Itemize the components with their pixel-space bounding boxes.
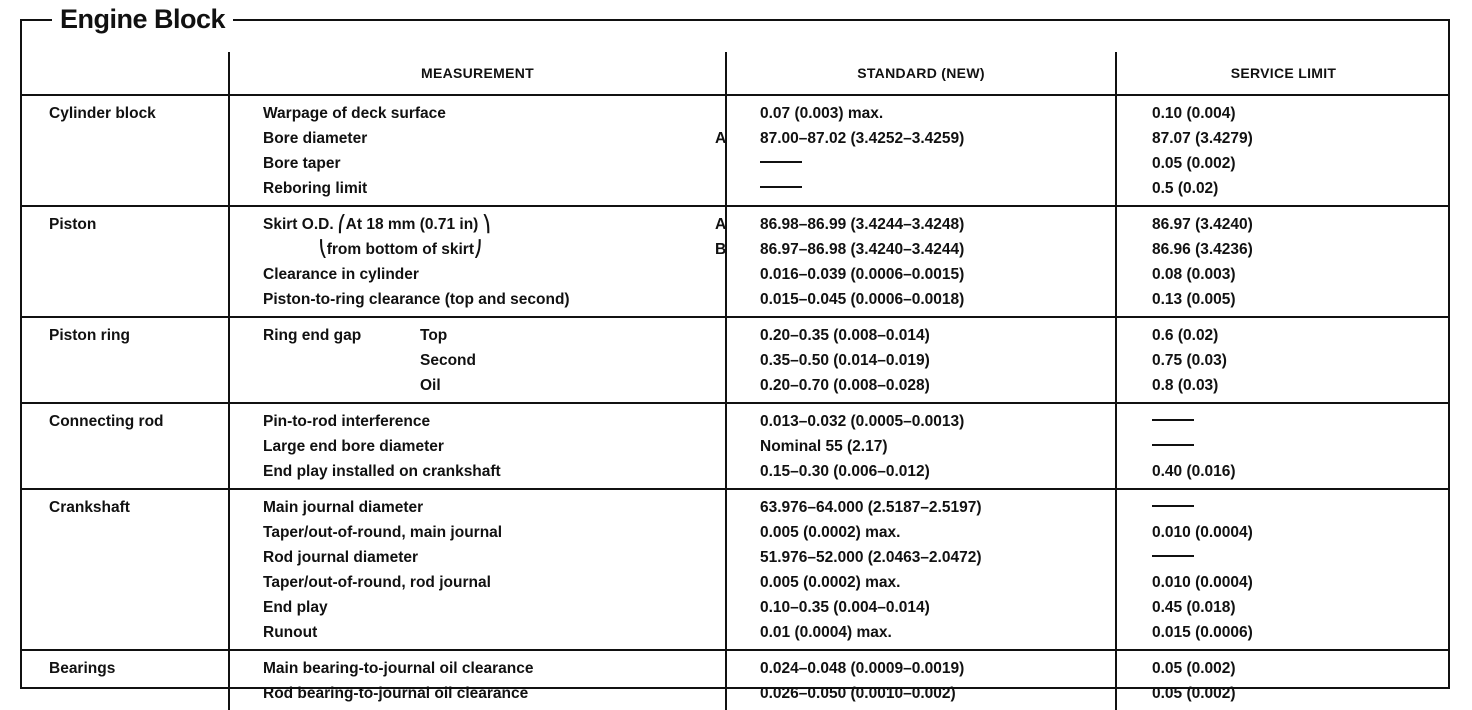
section-row	[20, 403, 1450, 489]
standard-value: 86.98–86.99 (3.4244–3.4248)	[760, 216, 965, 233]
section-row	[20, 650, 1450, 710]
limit-cell	[1116, 95, 1450, 206]
measurement-label: Rod journal diameter	[263, 549, 419, 566]
measurement-label: Pin-to-rod interference	[263, 413, 431, 430]
service-limit-value: 0.13 (0.005)	[1152, 291, 1236, 308]
category-cell	[20, 403, 229, 489]
section-row	[20, 206, 1450, 317]
standard-value: 0.01 (0.0004) max.	[760, 624, 892, 641]
measurement-cell	[229, 95, 726, 206]
measurement-label: Taper/out-of-round, rod journal	[263, 574, 491, 591]
measurement-line	[263, 434, 725, 459]
measurement-line	[263, 126, 725, 151]
measurement-line	[263, 656, 725, 681]
category-label: Bearings	[49, 660, 116, 677]
measurement-label: Runout	[263, 624, 318, 641]
category-cell	[20, 317, 229, 403]
limit-cell	[1116, 317, 1450, 403]
limit-cell	[1116, 489, 1450, 650]
measurement-line	[263, 348, 725, 373]
service-limit-value: 0.75 (0.03)	[1152, 352, 1227, 369]
service-limit-value: 0.10 (0.004)	[1152, 105, 1236, 122]
header-measurement: MEASUREMENT	[229, 52, 726, 95]
measurement-label: End play installed on crankshaft	[263, 463, 501, 480]
standard-value: 51.976–52.000 (2.0463–2.0472)	[760, 549, 982, 566]
standard-value: 0.20–0.70 (0.008–0.028)	[760, 377, 930, 394]
standard-cell	[726, 206, 1116, 317]
standard-cell	[726, 403, 1116, 489]
measurement-label: Warpage of deck surface	[263, 105, 446, 122]
measurement-label: Skirt O.D. ⎛At 18 mm (0.71 in) ⎞	[263, 216, 491, 233]
measurement-label: Bore diameter	[263, 130, 368, 147]
standard-value: 0.10–0.35 (0.004–0.014)	[760, 599, 930, 616]
category-cell	[20, 650, 229, 710]
service-limit-value: 86.96 (3.4236)	[1152, 241, 1253, 258]
measurement-line	[263, 620, 725, 645]
standard-cell	[726, 489, 1116, 650]
not-applicable-dash	[760, 161, 802, 163]
standard-value: 0.016–0.039 (0.0006–0.0015)	[760, 266, 965, 283]
not-applicable-dash	[1152, 419, 1194, 421]
measurement-line	[263, 459, 725, 484]
measurement-line	[263, 681, 725, 706]
measurement-line	[263, 545, 725, 570]
section-row	[20, 489, 1450, 650]
page-title: Engine Block	[52, 4, 233, 35]
measurement-line	[263, 262, 725, 287]
reference-mark: B	[715, 241, 727, 258]
service-limit-value: 0.6 (0.02)	[1152, 327, 1219, 344]
measurement-line	[263, 323, 725, 348]
not-applicable-dash	[1152, 555, 1194, 557]
measurement-sub-label: Oil	[420, 377, 441, 394]
measurement-line	[263, 176, 725, 201]
measurement-line	[263, 373, 725, 398]
standard-value: Nominal 55 (2.17)	[760, 438, 888, 455]
measurement-label: ⎝from bottom of skirt⎠	[263, 241, 482, 258]
standard-value	[760, 151, 1115, 176]
not-applicable-dash	[1152, 505, 1194, 507]
spec-table	[20, 52, 1450, 710]
measurement-line	[263, 409, 725, 434]
header-standard: STANDARD (NEW)	[726, 52, 1116, 95]
header-service-limit: SERVICE LIMIT	[1116, 52, 1450, 95]
measurement-sub-label: Top	[420, 327, 448, 344]
standard-value: 0.026–0.050 (0.0010–0.002)	[760, 685, 956, 702]
standard-value	[760, 176, 1115, 201]
measurement-line	[263, 212, 725, 237]
standard-value: 0.15–0.30 (0.006–0.012)	[760, 463, 930, 480]
service-limit-value: 0.45 (0.018)	[1152, 599, 1236, 616]
service-limit-value: 0.08 (0.003)	[1152, 266, 1236, 283]
limit-cell	[1116, 206, 1450, 317]
service-limit-value	[1152, 545, 1450, 570]
measurement-line	[263, 520, 725, 545]
measurement-label: Bore taper	[263, 155, 341, 172]
measurement-label: Main bearing-to-journal oil clearance	[263, 660, 534, 677]
not-applicable-dash	[1152, 444, 1194, 446]
not-applicable-dash	[760, 186, 802, 188]
measurement-label: End play	[263, 599, 328, 616]
measurement-cell	[229, 206, 726, 317]
category-label: Piston	[49, 216, 97, 233]
service-limit-value	[1152, 495, 1450, 520]
reference-mark: A	[715, 216, 727, 233]
measurement-line	[263, 101, 725, 126]
reference-mark: A	[715, 130, 727, 147]
section-row	[20, 95, 1450, 206]
limit-cell	[1116, 650, 1450, 710]
standard-value: 0.005 (0.0002) max.	[760, 524, 901, 541]
measurement-label: Rod bearing-to-journal oil clearance	[263, 685, 529, 702]
standard-value: 86.97–86.98 (3.4240–3.4244)	[760, 241, 965, 258]
service-limit-value: 87.07 (3.4279)	[1152, 130, 1253, 147]
measurement-cell	[229, 650, 726, 710]
measurement-cell	[229, 403, 726, 489]
measurement-line	[263, 151, 725, 176]
measurement-cell	[229, 317, 726, 403]
service-limit-value: 0.010 (0.0004)	[1152, 574, 1253, 591]
standard-value: 0.015–0.045 (0.0006–0.0018)	[760, 291, 965, 308]
category-label: Connecting rod	[49, 413, 164, 430]
measurement-cell	[229, 489, 726, 650]
standard-value: 0.013–0.032 (0.0005–0.0013)	[760, 413, 965, 430]
service-limit-value: 0.010 (0.0004)	[1152, 524, 1253, 541]
service-limit-value: 0.05 (0.002)	[1152, 155, 1236, 172]
spec-table-body	[20, 95, 1450, 710]
category-label: Crankshaft	[49, 499, 130, 516]
standard-cell	[726, 95, 1116, 206]
standard-cell	[726, 650, 1116, 710]
measurement-label: Piston-to-ring clearance (top and second)	[263, 291, 570, 308]
measurement-label: Main journal diameter	[263, 499, 424, 516]
measurement-sub-label: Second	[420, 352, 476, 369]
service-limit-value: 0.05 (0.002)	[1152, 660, 1236, 677]
service-limit-value: 0.40 (0.016)	[1152, 463, 1236, 480]
measurement-label: Ring end gap	[263, 327, 362, 344]
category-label: Cylinder block	[49, 105, 156, 122]
standard-value: 87.00–87.02 (3.4252–3.4259)	[760, 130, 965, 147]
measurement-label: Taper/out-of-round, main journal	[263, 524, 503, 541]
standard-value: 0.07 (0.003) max.	[760, 105, 884, 122]
category-cell	[20, 95, 229, 206]
service-limit-value: 0.5 (0.02)	[1152, 180, 1219, 197]
measurement-label: Large end bore diameter	[263, 438, 444, 455]
service-limit-value	[1152, 434, 1450, 459]
category-label: Piston ring	[49, 327, 130, 344]
standard-value: 63.976–64.000 (2.5187–2.5197)	[760, 499, 982, 516]
header-category	[20, 52, 229, 95]
standard-value: 0.024–0.048 (0.0009–0.0019)	[760, 660, 965, 677]
service-limit-value: 0.05 (0.002)	[1152, 685, 1236, 702]
section-row	[20, 317, 1450, 403]
measurement-line	[263, 570, 725, 595]
service-limit-value: 86.97 (3.4240)	[1152, 216, 1253, 233]
standard-value: 0.005 (0.0002) max.	[760, 574, 901, 591]
service-limit-value	[1152, 409, 1450, 434]
measurement-line	[263, 237, 725, 262]
standard-value: 0.20–0.35 (0.008–0.014)	[760, 327, 930, 344]
measurement-label: Clearance in cylinder	[263, 266, 419, 283]
measurement-label: Reboring limit	[263, 180, 368, 197]
service-limit-value: 0.8 (0.03)	[1152, 377, 1219, 394]
measurement-line	[263, 595, 725, 620]
header-row	[20, 52, 1450, 95]
standard-cell	[726, 317, 1116, 403]
measurement-line	[263, 495, 725, 520]
category-cell	[20, 489, 229, 650]
service-limit-value: 0.015 (0.0006)	[1152, 624, 1253, 641]
category-cell	[20, 206, 229, 317]
standard-value: 0.35–0.50 (0.014–0.019)	[760, 352, 930, 369]
limit-cell	[1116, 403, 1450, 489]
measurement-line	[263, 287, 725, 312]
